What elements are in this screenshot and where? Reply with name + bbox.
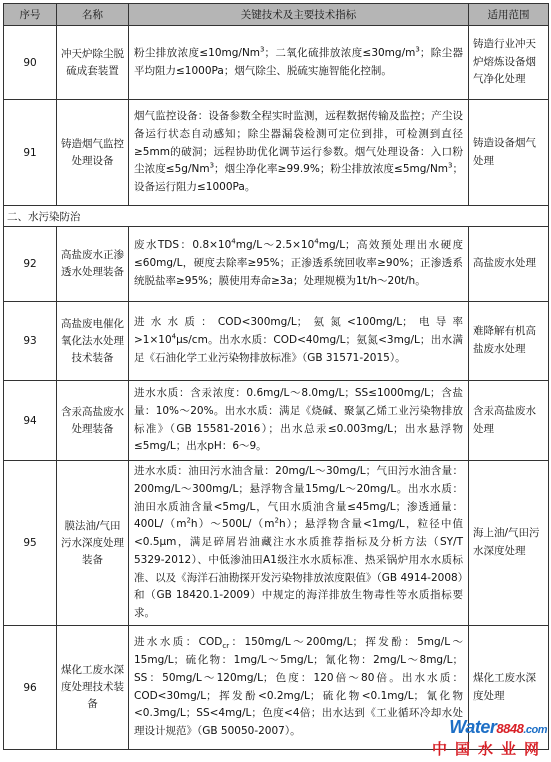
row-number: 96 — [4, 626, 57, 750]
row-number: 90 — [4, 26, 57, 100]
row-spec: 烟气监控设备：设备参数全程实时监测，远程数据传输及监控；产尘设备运行状态自动感知；除尘器漏袋检测可定位到排，可检测到直径≥5mm的破洞；远程协助优化调节运行参数。烟气处理设备：入口粉尘浓度$\le 5g/Nm^3$；烟尘净化率≥99.9%；粉尘排放浓度$\le 5mg/Nm^3$；设备运行阻力≤1000Pa。 — [129, 100, 469, 206]
row-name: 高盐废电催化氧化法水处理技术装备 — [57, 302, 129, 381]
row-scope: 煤化工废水深度处理 — [469, 626, 549, 750]
row-number: 92 — [4, 227, 57, 302]
row-scope: 含汞高盐废水处理 — [469, 381, 549, 461]
header-name: 名称 — [57, 4, 129, 26]
section-title: 二、水污染防治 — [4, 206, 549, 227]
row-name: 煤化工废水深度处理技术装备 — [57, 626, 129, 750]
table-row — [4, 302, 549, 381]
watermark-cn: 中国水业网 — [431, 740, 547, 758]
table-row — [4, 461, 549, 626]
row-spec: 废水TDS：$0.8\times 10^4mg/L\sim 2.5\times 10^4mg/L$；高效预处理出水硬度≤60mg/L，硬度去除率≥95%；正渗透系统回收率≥90%；正渗透系统脱盐率≥95%；膜使用寿命≥3a；处理规模为1t/h～20t/h。 — [129, 227, 469, 302]
row-name: 含汞高盐废水处理装备 — [57, 381, 129, 461]
table-header-row — [4, 4, 549, 26]
row-scope: 铸造设备烟气处理 — [469, 100, 549, 206]
section-row — [4, 206, 549, 227]
row-name: 铸造烟气监控处理设备 — [57, 100, 129, 206]
row-spec: 进水水质：含汞浓度：0.6mg/L～8.0mg/L；SS≤1000mg/L；含盐量：10%～20%。出水水质：满足《烧碱、聚氯乙烯工业污染物排放标准》（GB 15581-2016）；出水总汞≤0.003mg/L；出水悬浮物≤5mg/L；出水pH：6～9。 — [129, 381, 469, 461]
row-scope: 海上油/气田污水深度处理 — [469, 461, 549, 626]
technology-table — [3, 3, 549, 750]
header-spec: 关键技术及主要技术指标 — [129, 4, 469, 26]
row-spec: 进水水质：$COD_{cr}$：150mg/L～200mg/L；挥发酚：5mg/L～15mg/L；硫化物：1mg/L～5mg/L；氰化物：2mg/L～8mg/L；SS：50mg/L～120mg/L；色度：120倍～80倍。出水水质：COD<30mg/L；挥发酚<0.2mg/L；硫化物<0.1mg/L；氰化物<0.3mg/L；SS<4mg/L；色度<4倍；出水达到《工业循环冷却水处理设计规范》（GB 50050-2007）。 — [129, 626, 469, 750]
watermark-dotcom: .com — [523, 724, 547, 736]
table-row — [4, 26, 549, 100]
row-scope: 高盐废水处理 — [469, 227, 549, 302]
row-spec: 进水水质：COD<300mg/L；氨氮<100mg/L；电导率$>1\times 10^4\mu s/cm$。出水水质：COD<40mg/L；氨氮<3mg/L；出水满足《石油化学工业污染物排放标准》（GB 31571-2015）。 — [129, 302, 469, 381]
row-name: 高盐废水正渗透水处理装备 — [57, 227, 129, 302]
row-spec: 粉尘排放浓度$\le 10mg/Nm^3$；二氧化硫排放浓度$\le 30mg/m^3$；除尘器平均阻力≤1000Pa；烟气除尘、脱硫实施智能化控制。 — [129, 26, 469, 100]
watermark-word: Water — [449, 717, 497, 737]
site-watermark-logo — [432, 717, 547, 759]
header-scope: 适用范围 — [469, 4, 549, 26]
row-scope: 难降解有机高盐废水处理 — [469, 302, 549, 381]
table-row — [4, 227, 549, 302]
row-spec: 进水水质：油田污水油含量：20mg/L～30mg/L；气田污水油含量：200mg/L～300mg/L；悬浮物含量15mg/L～20mg/L。出水水质：油田水质油含量<5mg/L，气田水质油含量≤45mg/L；渗透通量：$400L/(m^2h)\sim 500L/(m^2h)$；悬浮物含量<1mg/L，粒径中值<0.5μm，满足碎屑岩油藏注水水质推荐指标及分析方法（SY/T 5329-2012）、中低渗油田A1级注水水质标准、热采锅炉用水水质标准、以及《海洋石油勘探开发污染物排放浓度限值》（GB 4914-2008）和（GB 18420.1-2009）中规定的海洋排放生物毒性等水质指标要求。 — [129, 461, 469, 626]
header-num: 序号 — [4, 4, 57, 26]
watermark-digits: 8848 — [496, 721, 524, 736]
row-name: 膜法油/气田污水深度处理装备 — [57, 461, 129, 626]
table-row — [4, 381, 549, 461]
row-number: 93 — [4, 302, 57, 381]
row-number: 95 — [4, 461, 57, 626]
row-number: 91 — [4, 100, 57, 206]
row-name: 冲天炉除尘脱硫成套装置 — [57, 26, 129, 100]
table-row — [4, 100, 549, 206]
row-number: 94 — [4, 381, 57, 461]
row-scope: 铸造行业冲天炉熔炼设备烟气净化处理 — [469, 26, 549, 100]
